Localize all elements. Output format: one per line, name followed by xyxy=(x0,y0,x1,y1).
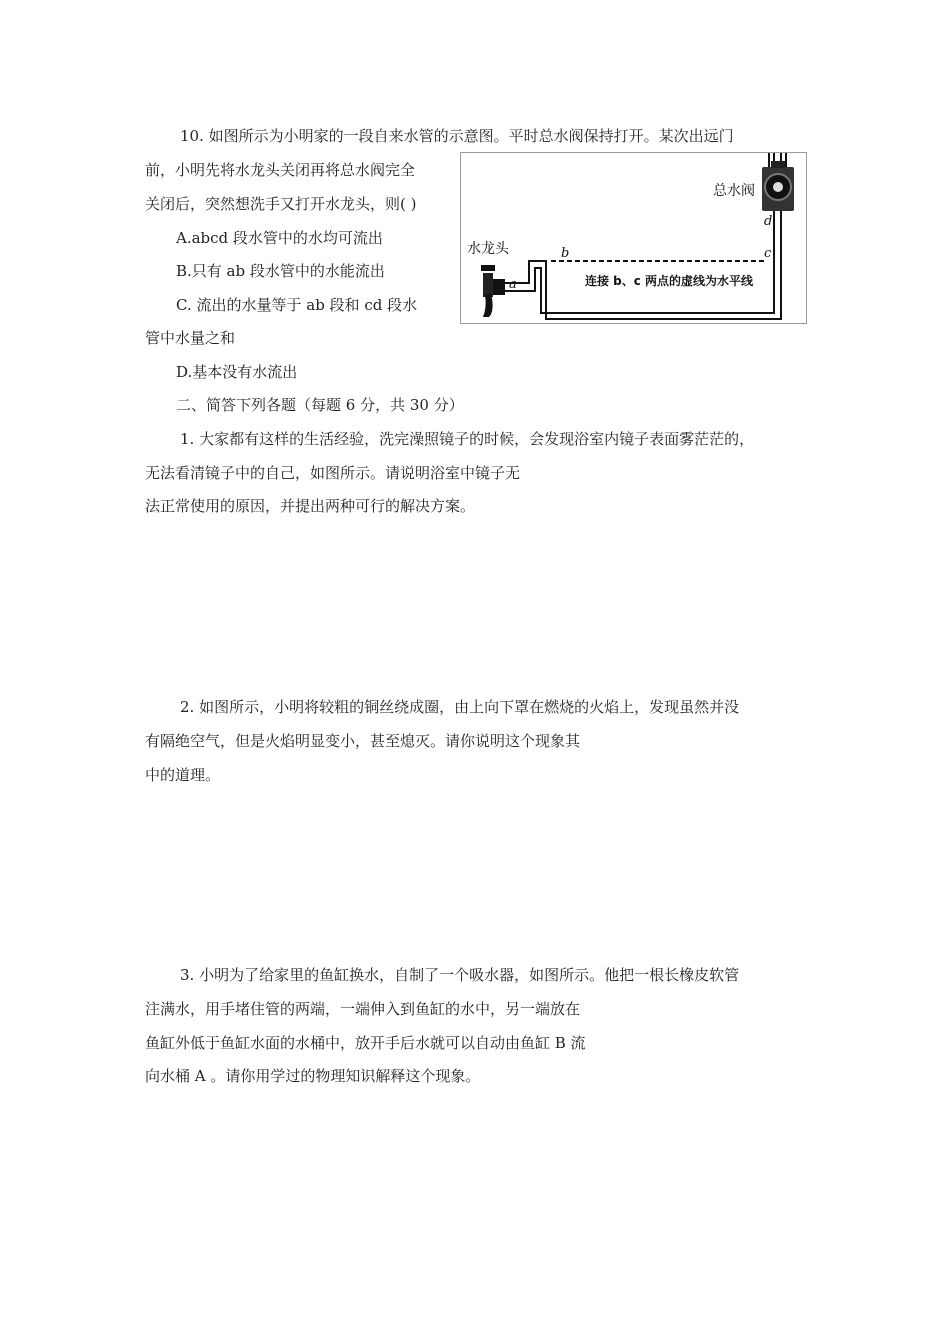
q10-option-b: B.只有 ab 段水管中的水能流出 xyxy=(176,262,385,280)
q3-line-2: 注满水，用手堵住管的两端，一端伸入到鱼缸的水中，另一端放在 xyxy=(145,1000,581,1018)
q10-line-2: 前，小明先将水龙头关闭再将总水阀完全 xyxy=(145,161,416,179)
q2-line-2: 有隔绝空气，但是火焰明显变小，甚至熄灭。请你说明这个现象其 xyxy=(145,732,581,750)
q10-option-a: A.abcd 段水管中的水均可流出 xyxy=(176,229,383,247)
q2-line-3: 中的道理。 xyxy=(145,766,221,784)
q3-line-1: 3. 小明为了给家里的鱼缸换水，自制了一个吸水器，如图所示。他把一根长橡皮软管 xyxy=(180,966,740,984)
q10-line-3: 关闭后，突然想洗手又打开水龙头，则( ) xyxy=(145,195,417,213)
point-d-label: d xyxy=(764,214,773,229)
point-c-label: c xyxy=(764,246,772,261)
faucet-label: 水龙头 xyxy=(467,241,509,257)
q3-line-4: 向水桶 A 。请你用学过的物理知识解释这个现象。 xyxy=(145,1067,481,1085)
q1-line-3: 法正常使用的原因，并提出两种可行的解决方案。 xyxy=(145,497,476,515)
faucet-icon xyxy=(481,265,505,317)
q3-line-3: 鱼缸外低于鱼缸水面的水桶中，放开手后水就可以自动由鱼缸 B 流 xyxy=(145,1034,586,1052)
horizontal-line-note: 连接 b、c 两点的虚线为水平线 xyxy=(585,274,754,288)
q1-line-2: 无法看清镜子中的自己，如图所示。请说明浴室中镜子无 xyxy=(145,464,521,482)
water-pipe-diagram xyxy=(461,153,806,323)
main-valve-label: 总水阀 xyxy=(713,183,755,199)
water-pipe-figure xyxy=(460,152,807,324)
q10-option-c-cont: 管中水量之和 xyxy=(145,329,236,347)
section-heading: 二、简答下列各题（每题 6 分，共 30 分） xyxy=(176,396,464,414)
q1-line-1: 1. 大家都有这样的生活经验，洗完澡照镜子的时候，会发现浴室内镜子表面雾茫茫的， xyxy=(180,430,755,448)
q10-option-c: C. 流出的水量等于 ab 段和 cd 段水 xyxy=(176,296,418,314)
q10-line-1: 10. 如图所示为小明家的一段自来水管的示意图。平时总水阀保持打开。某次出远门 xyxy=(180,127,734,145)
q2-line-1: 2. 如图所示，小明将较粗的铜丝绕成圈，由上向下罩在燃烧的火焰上，发现虽然并没 xyxy=(180,698,740,716)
q10-option-d: D.基本没有水流出 xyxy=(176,363,298,381)
pipe-inner-line xyxy=(501,153,774,313)
point-a-label: a xyxy=(509,277,517,292)
pipe-outer-line xyxy=(501,153,781,319)
point-b-label: b xyxy=(561,246,570,261)
main-valve-icon xyxy=(762,161,794,211)
